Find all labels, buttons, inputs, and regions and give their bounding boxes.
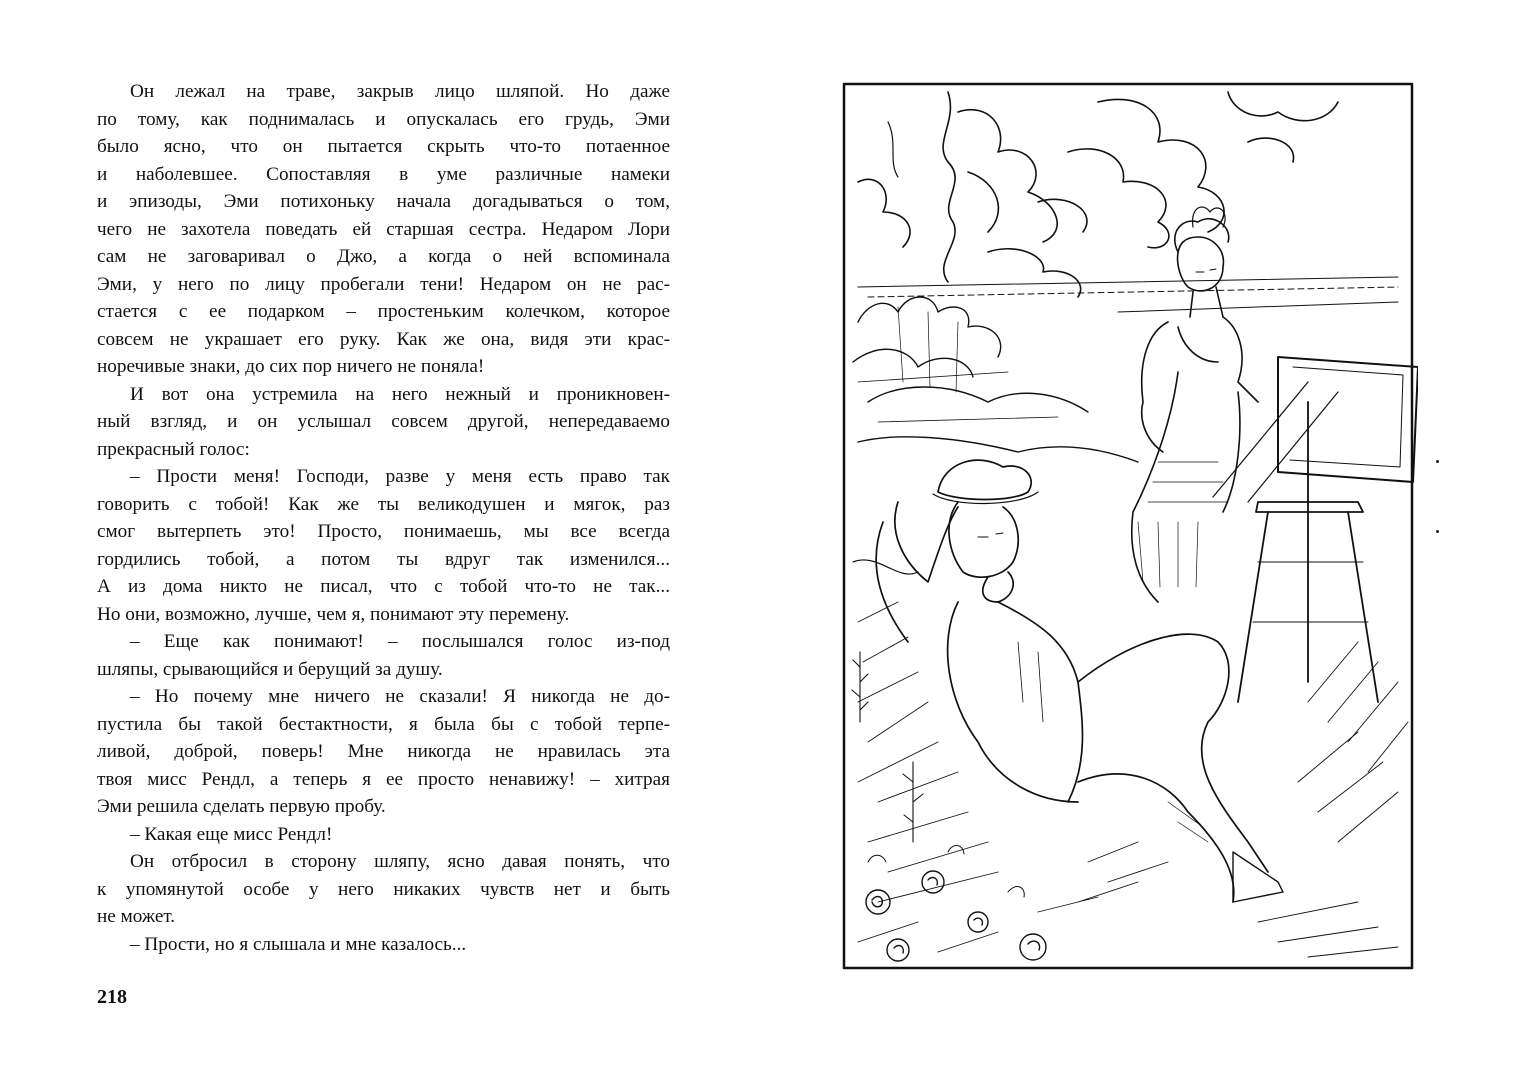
easel (1213, 357, 1418, 702)
book-illustration (838, 82, 1418, 970)
text-line: – Прости меня! Господи, разве у меня есть право так (130, 466, 670, 487)
bushes (853, 297, 1138, 462)
text-line: было ясно, что он пытается скрыть что-то потаенное (97, 136, 670, 157)
text-line: – Прости, но я слышала и мне казалось... (130, 933, 467, 955)
horizon (858, 277, 1398, 312)
text-line: ный взгляд, и он услышал совсем другой, непередаваемо (97, 411, 670, 432)
text-line: говорить с тобой! Как же ты великодушен и мягок, раз (97, 493, 670, 515)
text-line: гордились тобой, а потом ты вдруг так изменился... (97, 548, 670, 570)
text-line: стается с ее подарком – простеньким колечком, которое (97, 301, 670, 322)
text-line: Он отбросил в сторону шляпу, ясно давая понять, что (130, 851, 670, 872)
text-line: к упомянутой особе у него никаких чувств нет и быть (97, 878, 670, 900)
plant (852, 652, 923, 842)
text-line: – Еще как понимают! – послышался голос из-под (130, 631, 670, 652)
text-line: Он лежал на траве, закрыв лицо шляпой. Но даже (130, 81, 670, 102)
roses (866, 845, 1046, 961)
text-line: ливой, доброй, поверь! Мне никогда не нравилась эта (97, 741, 670, 762)
text-line: совсем не украшает его руку. Как же она, видя эти крас- (97, 328, 670, 350)
text-line: сам не заговаривал о Джо, а когда о ней вспоминала (97, 246, 670, 267)
left-page-text (97, 78, 670, 958)
text-line: Эми, у него по лицу пробегали тени! Недаром он не рас- (97, 273, 670, 295)
text-line: твоя мисс Рендл, а теперь я ее просто ненавижу! – хитрая (97, 768, 670, 790)
illustration-frame (844, 84, 1412, 968)
text-line: смог вытерпеть это! Просто, понимаешь, мы все всегда (97, 521, 670, 542)
text-line: шляпы, срывающийся и берущий за душу. (97, 658, 443, 680)
text-line: норечивые знаки, до сих пор ничего не поняла! (97, 356, 485, 377)
text-line: прекрасный голос: (97, 438, 250, 460)
text-line: – Но почему мне ничего не сказали! Я никогда не до- (130, 686, 670, 707)
text-line: – Какая еще мисс Рендл! (130, 823, 333, 845)
page-number: 218 (97, 986, 127, 1008)
text-line: И вот она устремила на него нежный и проникновен- (130, 383, 670, 405)
text-line: А из дома никто не писал, что с тобой что-то не так... (97, 576, 670, 597)
text-line: по тому, как поднималась и опускалась его грудь, Эми (97, 108, 670, 130)
margin-mark (1436, 530, 1439, 533)
woman-figure (1132, 207, 1258, 602)
text-line: не может. (97, 906, 176, 927)
text-line: чего не захотела поведать ей старшая сестра. Недаром Лори (97, 218, 670, 240)
text-line: и наболевшее. Сопоставляя в уме различные намеки (97, 163, 670, 185)
man-figure (876, 460, 1283, 902)
text-line: пустила бы такой бестактности, я была бы с тобой терпе- (97, 713, 670, 735)
text-line: Эми решила сделать первую пробу. (97, 796, 386, 817)
grass-hatching (853, 560, 1408, 957)
text-line: и эпизоды, Эми потихоньку начала догадываться о том, (97, 191, 670, 212)
margin-mark (1436, 460, 1439, 463)
clouds (858, 92, 1338, 297)
text-line: Но они, возможно, лучше, чем я, понимают эту перемену. (97, 603, 570, 625)
